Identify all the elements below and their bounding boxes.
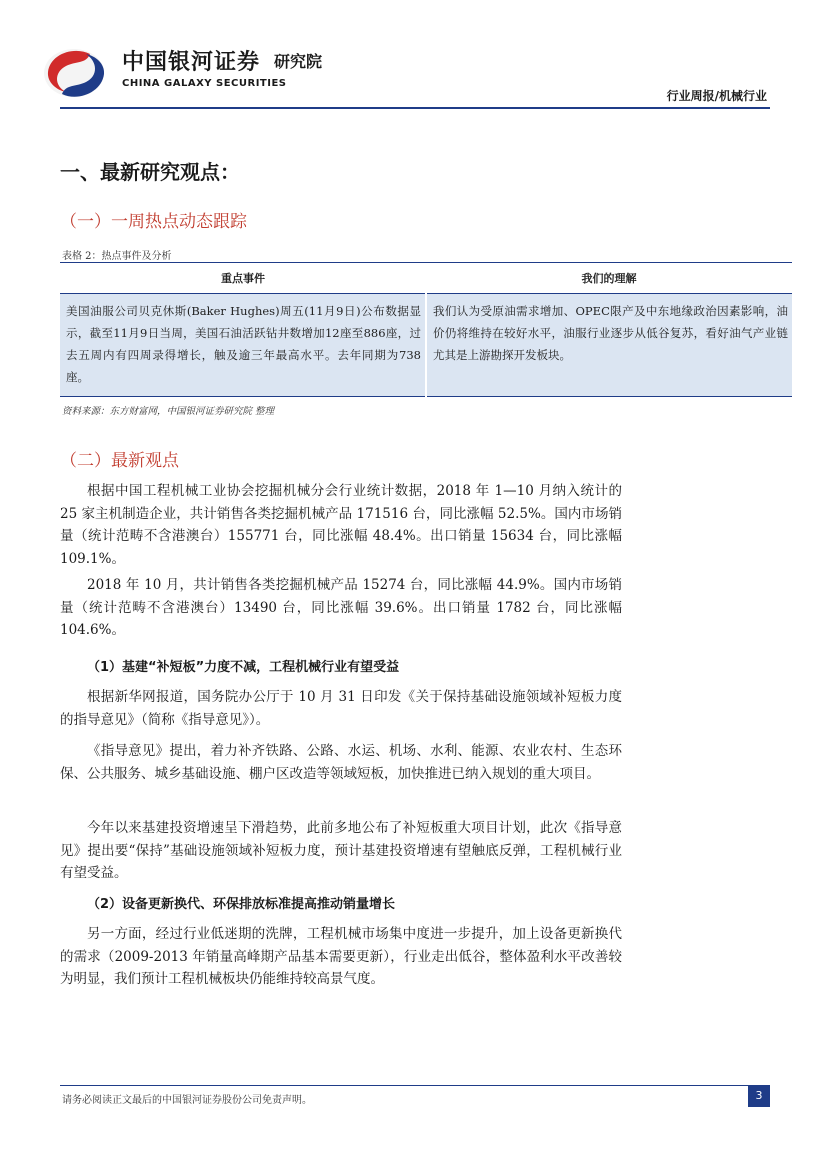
header-divider [60,107,770,109]
table-row [60,294,792,397]
paragraph: 根据中国工程机械工业协会挖掘机械分会行业统计数据，2018 年 1—10 月纳入统计的 25 家主机制造企业，共计销售各类挖掘机械产品 171516 台，同比涨幅 52.5%。国内市场销量（统计范畴不含港澳台）155771 台，同比涨幅 48.4%。出口销量 15634 台，同比涨幅 109.1%。 [60,483,622,567]
footer-disclaimer: 请务必阅读正文最后的中国银河证券股份公司免责声明。 [62,1095,312,1106]
paragraph: 2018 年 10 月，共计销售各类挖掘机械产品 15274 台，同比涨幅 44.9%。国内市场销量（统计范畴不含港澳台）13490 台，同比涨幅 39.6%。出口销量 1782 台，同比涨幅 104.6%。 [60,577,622,638]
table-cell-event: 美国油服公司贝克休斯(Baker Hughes)周五(11月9日)公布数据显示，截至11月9日当周，美国石油活跃钻井数增加12座至886座，过去五周内有四周录得增长，触及逾三年最高水平。去年同期为738座。 [60,294,426,397]
paragraph: 《指导意见》提出，着力补齐铁路、公路、水运、机场、水利、能源、农业农村、生态环保、公共服务、城乡基础设施、棚户区改造等领域短板，加快推进已纳入规划的重大项目。 [60,743,622,782]
subsection-title-hot-topics: （一）一周热点动态跟踪 [60,212,247,232]
report-type: 行业周报/机械行业 [666,89,767,103]
hot-events-table [60,262,792,397]
paragraph: 另一方面，经过行业低迷期的洗牌，工程机械市场集中度进一步提升，加上设备更新换代的需求（2009-2013 年销量高峰期产品基本需要更新），行业走出低谷，整体盈利水平改善较为明显，我们预计工程机械板块仍能维持较高景气度。 [60,926,622,987]
section-title: 一、最新研究观点： [60,160,240,184]
table-header-row [60,263,792,294]
column-header-event: 重点事件 [60,263,426,294]
logo-institute-name: 研究院 [274,52,323,71]
point-heading-2: （2）设备更新换代、环保排放标准提高推动销量增长 [87,897,396,912]
subsection-title-views: （二）最新观点 [60,451,179,471]
point-heading-1: （1）基建“补短板”力度不减，工程机械行业有望受益 [87,660,400,675]
logo-english-name: CHINA GALAXY SECURITIES [122,78,287,89]
page-number: 3 [748,1085,770,1107]
company-logo [40,42,350,104]
table-cell-view: 我们认为受原油需求增加、OPEC限产及中东地缘政治因素影响，油价仍将维持在较好水平，油服行业逐步从低谷复苏，看好油气产业链尤其是上游勘探开发板块。 [426,294,792,397]
galaxy-logo-icon [40,42,112,104]
paragraph: 今年以来基建投资增速呈下滑趋势，此前多地公布了补短板重大项目计划，此次《指导意见》提出要“保持”基础设施领域补短板力度，预计基建投资增速有望触底反弹，工程机械行业有望受益。 [60,820,622,881]
footer-divider [60,1085,770,1086]
table-caption: 表格 2：热点事件及分析 [62,251,172,262]
paragraph: 根据新华网报道，国务院办公厅于 10 月 31 日印发《关于保持基础设施领域补短板力度的指导意见》（简称《指导意见》）。 [60,689,622,728]
logo-chinese-name: 中国银河证券 [122,50,261,75]
column-header-view: 我们的理解 [426,263,792,294]
table-source-note: 资料来源：东方财富网，中国银河证券研究院 整理 [62,406,275,417]
